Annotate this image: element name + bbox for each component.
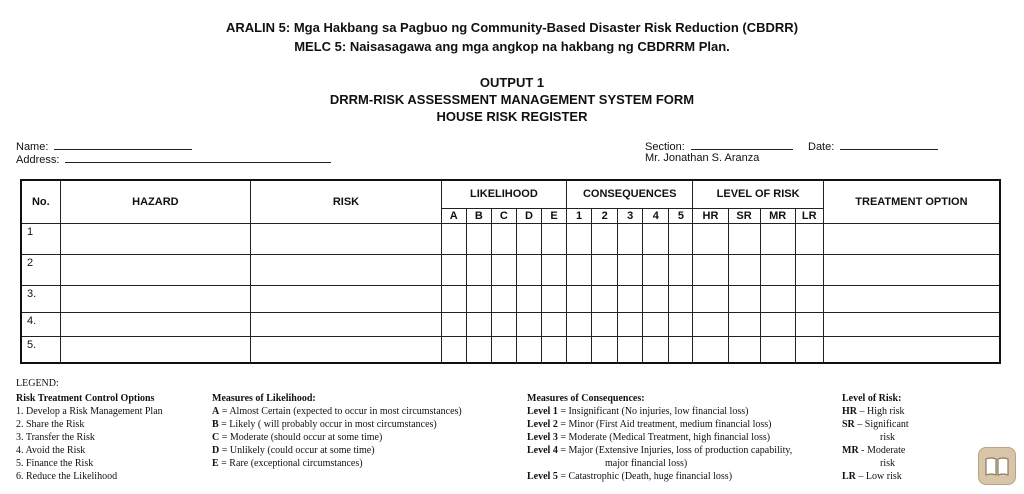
name-label: Name: <box>16 141 49 153</box>
likelihood-a: A <box>441 208 466 223</box>
consequence-4: 4 <box>643 208 669 223</box>
list-item: D = Unlikely (could occur at some time) <box>212 445 375 456</box>
list-item: 3. Transfer the Risk <box>16 432 95 443</box>
likelihood-c: C <box>491 208 516 223</box>
table-row <box>21 312 1000 336</box>
list-item: risk <box>880 458 895 469</box>
table-row <box>21 223 1000 254</box>
legend-treatment <box>16 392 206 483</box>
consequence-5: 5 <box>669 208 693 223</box>
col-treatment-option: TREATMENT OPTION <box>823 180 1000 223</box>
level-mr: MR <box>760 208 795 223</box>
list-item: 5. Finance the Risk <box>16 458 94 469</box>
level-sr: SR <box>728 208 760 223</box>
list-item: HR – High risk <box>842 406 905 417</box>
likelihood-heading: Measures of Likelihood: <box>212 393 316 404</box>
open-book-icon <box>979 448 1015 484</box>
legend-consequences <box>527 392 827 483</box>
legend-likelihood <box>212 392 512 470</box>
risk-register-table <box>20 179 1001 364</box>
table-row <box>21 285 1000 312</box>
list-item: 6. Reduce the Likelihood <box>16 471 118 482</box>
consequence-2: 2 <box>592 208 618 223</box>
melc-title: MELC 5: Naisasagawa ang mga angkop na hakbang ng CBDRRM Plan. <box>294 39 730 54</box>
legend-title: LEGEND: <box>16 378 59 389</box>
row-number: 4. <box>21 312 60 336</box>
reader-book-icon[interactable] <box>978 447 1016 485</box>
list-item: major financial loss) <box>605 458 688 469</box>
table-row <box>21 254 1000 285</box>
likelihood-b: B <box>466 208 491 223</box>
col-hazard: HAZARD <box>60 180 251 223</box>
lesson-title: ARALIN 5: Mga Hakbang sa Pagbuo ng Community-Based Disaster Risk Reduction (CBDRR) <box>225 20 799 35</box>
list-item: B = Likely ( will probably occur in most circumstances) <box>212 419 437 430</box>
list-item: C = Moderate (should occur at some time) <box>212 432 383 443</box>
col-likelihood: LIKELIHOOD <box>441 180 566 208</box>
name-field[interactable] <box>16 139 192 153</box>
list-item: SR – Significant <box>842 419 909 430</box>
col-level-of-risk: LEVEL OF RISK <box>693 180 823 208</box>
level-hr: HR <box>693 208 728 223</box>
list-item: 2. Share the Risk <box>16 419 85 430</box>
row-number: 5. <box>21 336 60 363</box>
likelihood-d: D <box>516 208 541 223</box>
date-label: Date: <box>808 141 835 153</box>
list-item: Level 1 = Insignificant (No injuries, low financial loss) <box>527 406 749 417</box>
consequence-1: 1 <box>567 208 592 223</box>
list-item: 4. Avoid the Risk <box>16 445 86 456</box>
list-item: risk <box>880 432 895 443</box>
list-item: MR - Moderate <box>842 445 906 456</box>
teacher-name: Mr. Jonathan S. Aranza <box>645 152 760 164</box>
output-title: OUTPUT 1 <box>479 75 545 90</box>
list-item: Level 5 = Catastrophic (Death, huge financial loss) <box>527 471 733 482</box>
likelihood-e: E <box>541 208 566 223</box>
col-risk: RISK <box>251 180 442 223</box>
address-line[interactable] <box>65 152 331 163</box>
list-item: Level 2 = Minor (First Aid treatment, medium financial loss) <box>527 419 772 430</box>
treatment-heading: Risk Treatment Control Options <box>16 393 155 404</box>
list-item: E = Rare (exceptional circumstances) <box>212 458 363 469</box>
list-item: Level 4 = Major (Extensive Injuries, loss of production capability, <box>527 445 793 456</box>
form-title: DRRM-RISK ASSESSMENT MANAGEMENT SYSTEM FORM <box>329 92 695 107</box>
list-item: Level 3 = Moderate (Medical Treatment, high financial loss) <box>527 432 771 443</box>
date-line[interactable] <box>840 139 938 150</box>
consequence-3: 3 <box>618 208 643 223</box>
section-field[interactable] <box>645 139 793 153</box>
level-lr: LR <box>795 208 823 223</box>
list-item: A = Almost Certain (expected to occur in most circumstances) <box>212 406 462 417</box>
table-row <box>21 336 1000 363</box>
consequences-heading: Measures of Consequences: <box>527 393 645 404</box>
col-consequences: CONSEQUENCES <box>567 180 693 208</box>
row-number: 2 <box>21 254 60 285</box>
row-number: 1 <box>21 223 60 254</box>
section-label: Section: <box>645 141 685 153</box>
list-item: 1. Develop a Risk Management Plan <box>16 406 163 417</box>
date-field[interactable] <box>808 139 938 153</box>
level-heading: Level of Risk: <box>842 393 902 404</box>
row-number: 3. <box>21 285 60 312</box>
legend-level-of-risk <box>842 392 937 483</box>
section-line[interactable] <box>691 139 793 150</box>
name-line[interactable] <box>54 139 192 150</box>
register-title: HOUSE RISK REGISTER <box>436 109 588 124</box>
list-item: LR – Low risk <box>842 471 902 482</box>
col-no: No. <box>21 180 60 223</box>
address-field[interactable] <box>16 152 331 166</box>
address-label: Address: <box>16 154 60 166</box>
